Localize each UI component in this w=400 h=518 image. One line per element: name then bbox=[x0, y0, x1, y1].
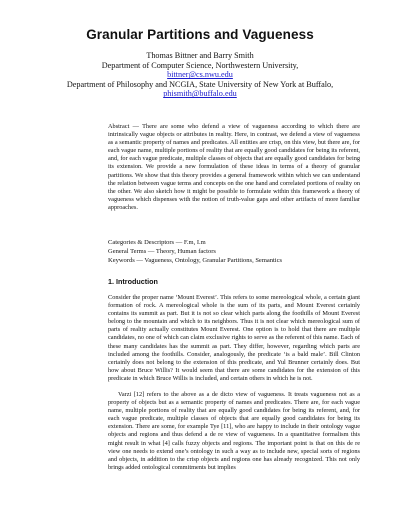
abstract-paragraph: Abstract — There are some who defend a view of vagueness according to which there are intrinsically vague objects or attributes in reality. Here, in contrast, we defend a view of vagueness as a semantic property of names and predicates. All entities are crisp, on this view, but there are, for each vague name, multiple portions of reality that are equally good candidates for being its referent, and, for each vague predicate, multiple classes of objects that are equally good candidates for being its extension. We provide a new formulation of these ideas in terms of a theory of granular partitions. We show that this theory provides a general framework within which we can understand the relation between vague terms and concepts on the one hand and correlated portions of reality on the other. We also sketch how it might be possible to formulate within this framework a theory of vagueness which dispenses with the notion of truth-value gaps and other artifacts of more familiar approaches. bbox=[108, 123, 360, 211]
email-link-bittner[interactable]: bittner@cs.nwu.edu bbox=[167, 70, 233, 80]
affiliation-buffalo: Department of Philosophy and NCGIA, State University of New York at Buffalo, bbox=[66, 79, 334, 89]
categories-line: Categories & Descriptors — F.m, I.m bbox=[108, 239, 206, 246]
general-terms-line: General Terms — Theory, Human factors bbox=[108, 248, 216, 255]
keywords-line: Keywords — Vagueness, Ontology, Granular Partitions, Semantics bbox=[108, 257, 283, 264]
section-heading-introduction: 1. Introduction bbox=[108, 277, 158, 286]
intro-paragraph-2: Varzi [12] refers to the above as a de dicto view of vagueness. It treats vagueness not as a property of objects but as a semantic property of names and predicates. There are, for each vague name, multiple portions of reality that are equally good candidates for being its referent, and, for each vague predicate, multiple classes of objects that are equally good candidates for being its extension. There are some, for example Tye [11], who are happy to include in their ontology vague objects and regions and thus defend a de re view of vagueness. In a quantitative formalism this might result in what [4] calls fuzzy objects and regions. The important point is that on this de re view one needs to extend one’s ontology in such a way as to include new, special sorts of regions and objects, in addition to the crisp objects and regions one has already recognized. This not only brings added ontological commitments but implies bbox=[108, 391, 360, 471]
affiliation-northwestern: Department of Computer Science, Northwestern University, bbox=[101, 60, 299, 70]
paper-title: Granular Partitions and Vagueness bbox=[86, 27, 314, 42]
author-block bbox=[0, 51, 400, 99]
email-link-smith[interactable]: phismith@buffalo.edu bbox=[163, 89, 237, 99]
intro-paragraph-1: Consider the proper name ‘Mount Everest’. This refers to some mereological whole, a certain giant formation of rock. A mereological whole is the sum of its parts, and Mount Everest certainly contains its summit as part. But it is not so clear which parts along the foothills of Mount Everest belong to the mountain and which to its neighbors. Thus it is not clear which mereological sum of parts of reality actually constitutes Mount Everest. One option is to hold that there are multiple candidates, no one of which can claim exclusive rights to serve as the referent of this name. Each of these many candidates has the summit as part. They differ, however, regarding which parts are included among the foothills. Consider, analogously, the predicate ‘is a bald male’. Bill Clinton certainly does not belong to the extension of this predicate, and Yul Brunner certainly does. But how about Bruce Willis? It would seem that there are some candidates for the extension of this predicate in which Bruce Willis is included, and certain others in which he is not. bbox=[108, 294, 360, 382]
author-names: Thomas Bittner and Barry Smith bbox=[146, 51, 254, 60]
